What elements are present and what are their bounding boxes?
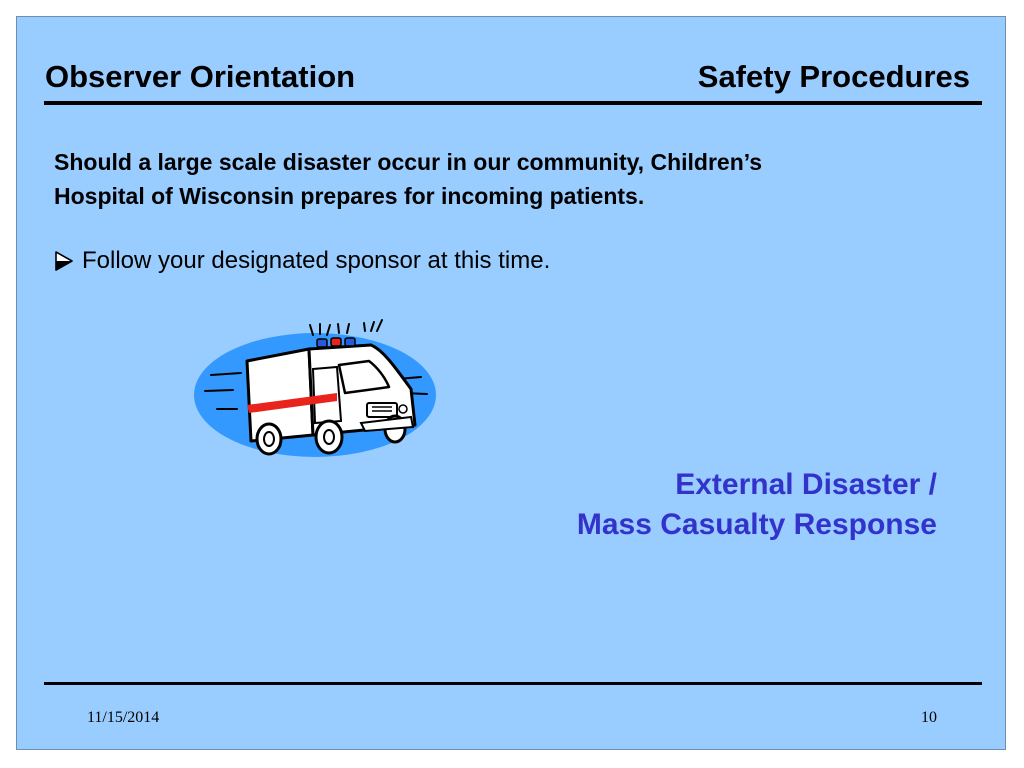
header-title-left: Observer Orientation <box>45 59 356 94</box>
page-number: 10 <box>921 709 937 726</box>
slide <box>16 16 1006 750</box>
arrow-bullet-icon <box>54 249 74 273</box>
intro-line-1: Should a large scale disaster occur in our community, Children’s <box>54 149 763 175</box>
footer-divider <box>44 682 982 685</box>
subtitle-line-1: External Disaster / <box>675 468 937 501</box>
bullet-item <box>54 247 550 275</box>
subtitle-line-2: Mass Casualty Response <box>576 508 937 541</box>
header-title-right: Safety Procedures <box>697 59 970 94</box>
intro-line-2: Hospital of Wisconsin prepares for incoming patients. <box>54 183 645 209</box>
header-divider <box>44 101 982 105</box>
intro-paragraph <box>54 145 964 213</box>
slide-subtitle <box>577 465 937 545</box>
footer-date: 11/15/2014 <box>87 709 160 726</box>
ambulance-icon <box>189 317 441 467</box>
bullet-text: Follow your designated sponsor at this time. <box>82 247 551 274</box>
